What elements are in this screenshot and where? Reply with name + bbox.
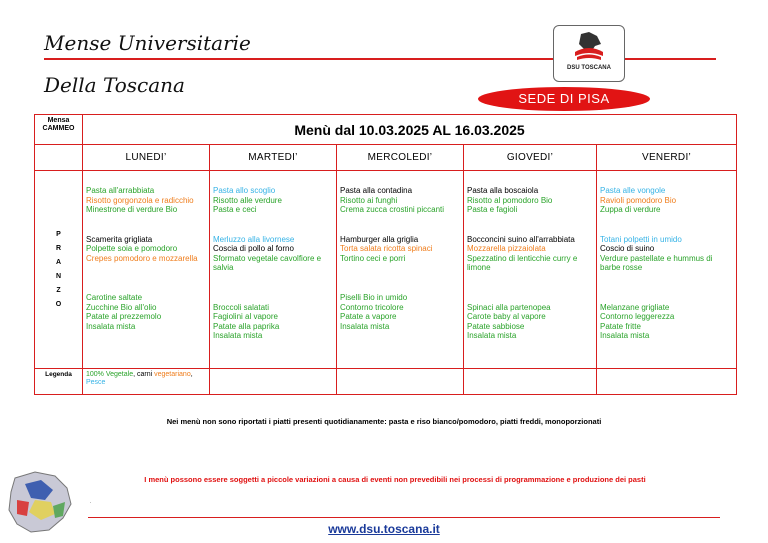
title-mense-universitarie: Mense Universitarie bbox=[44, 31, 251, 55]
mensa-label: Mensa bbox=[47, 117, 70, 124]
day-menu-lunedi bbox=[83, 171, 210, 369]
dish-item: Pasta e ceci bbox=[213, 205, 257, 214]
dish-item: Minestrone di verdure Bio bbox=[86, 205, 178, 214]
mensa-cell bbox=[35, 115, 83, 145]
dish-item: Sformato vegetale cavolfiore e salvia bbox=[213, 253, 322, 272]
menu-title: Menù dal 10.03.2025 AL 16.03.2025 bbox=[83, 115, 737, 145]
dish-item: Carotine saltate bbox=[86, 293, 143, 302]
dish-item: Insalata mista bbox=[213, 331, 263, 340]
day-menu-venerdi bbox=[597, 171, 737, 369]
day-menu-mercoledi bbox=[337, 171, 464, 369]
dish-group bbox=[86, 186, 207, 215]
dish-item: Spinaci alla partenopea bbox=[467, 302, 551, 312]
dish-group bbox=[213, 235, 334, 273]
dish-item: Insalata mista bbox=[340, 321, 390, 331]
dish-group bbox=[340, 293, 461, 331]
legend-item: , carni bbox=[133, 371, 155, 378]
day-menu-giovedi bbox=[464, 171, 597, 369]
dish-group bbox=[467, 186, 594, 215]
pranzo-letter: R bbox=[55, 244, 62, 252]
dish-item: Contorno tricolore bbox=[340, 302, 404, 312]
empty-corner-cell bbox=[35, 145, 83, 171]
legend-row bbox=[35, 369, 737, 395]
pranzo-label bbox=[35, 171, 83, 369]
dish-group bbox=[467, 303, 594, 341]
sede-badge: SEDE DI PISA bbox=[478, 87, 650, 111]
variations-note: I menù possono essere soggetti a piccole variazioni a causa di eventi non prevedibili nei processi di programmazione e produzione dei pasti bbox=[144, 475, 646, 484]
dish-item: Tortino ceci e porri bbox=[340, 253, 406, 263]
dish-item: Piselli Bio in umido bbox=[340, 293, 408, 302]
menu-table bbox=[34, 114, 737, 395]
dish-group bbox=[340, 186, 461, 215]
logo-text: DSU TOSCANA bbox=[567, 65, 611, 71]
dish-item: Patate sabbiose bbox=[467, 321, 525, 331]
dish-item: Merluzzo alla livornese bbox=[213, 234, 295, 244]
title-della-toscana: Della Toscana bbox=[44, 73, 185, 97]
daily-dishes-note: Nei menù non sono riportati i piatti presenti quotidianamente: pasta e riso bianco/pomodoro, piatti freddi, monoporzionati bbox=[166, 417, 602, 426]
pranzo-letter: A bbox=[55, 258, 62, 266]
dish-item: Scamerita grigliata bbox=[86, 234, 153, 244]
legend-item: , bbox=[190, 371, 193, 378]
day-header-martedi: MARTEDI’ bbox=[210, 145, 337, 171]
dish-item: Melanzane grigliate bbox=[600, 302, 670, 312]
dish-item: Pasta allo scoglio bbox=[213, 186, 276, 195]
dish-item: Broccoli salatati bbox=[213, 302, 270, 312]
legend-item: vegetariano bbox=[154, 371, 191, 378]
dish-item: Zucchine Bio all'olio bbox=[86, 302, 157, 312]
dish-item: Zuppa di verdure bbox=[600, 205, 661, 214]
dish-item: Pasta e fagioli bbox=[467, 205, 518, 214]
legend-empty-cell bbox=[210, 369, 337, 395]
pranzo-letter: O bbox=[55, 300, 62, 308]
day-menu-martedi bbox=[210, 171, 337, 369]
footer-divider bbox=[88, 517, 720, 518]
dish-item: Patate fritte bbox=[600, 321, 641, 331]
dish-item: Coscio di suino bbox=[600, 244, 655, 253]
dish-group bbox=[600, 235, 734, 273]
dish-item: Hamburger alla griglia bbox=[340, 234, 419, 244]
legend-empty-cell bbox=[337, 369, 464, 395]
day-header-giovedi: GIOVEDI’ bbox=[464, 145, 597, 171]
legend-item: 100% Vegetale bbox=[86, 371, 134, 378]
dish-item: Risotto gorgonzola e radicchio bbox=[86, 195, 194, 205]
dish-item: Insalata mista bbox=[86, 321, 136, 331]
day-header-mercoledi: MERCOLEDI’ bbox=[337, 145, 464, 171]
pranzo-row bbox=[35, 171, 737, 369]
legend-empty-cell bbox=[464, 369, 597, 395]
dsu-toscana-logo-icon bbox=[553, 25, 625, 82]
dish-group bbox=[213, 303, 334, 341]
dish-item: Pasta alle vongole bbox=[600, 186, 666, 195]
dish-item: Contorno leggerezza bbox=[600, 312, 675, 321]
dish-item: Patate a vapore bbox=[340, 312, 397, 321]
dish-group bbox=[600, 303, 734, 341]
dish-group bbox=[86, 235, 207, 264]
mensa-name: CAMMEO bbox=[42, 125, 75, 132]
dish-group bbox=[86, 293, 207, 331]
day-header-lunedi: LUNEDI’ bbox=[83, 145, 210, 171]
dish-item: Crema zucca crostini piccanti bbox=[340, 205, 445, 214]
dish-item: Insalata mista bbox=[600, 331, 650, 340]
dish-item: Coscia di pollo al forno bbox=[213, 244, 294, 253]
dish-item: Risotto alle verdure bbox=[213, 195, 282, 205]
website-link[interactable]: www.dsu.toscana.it bbox=[328, 522, 440, 536]
logo-graphic-icon bbox=[567, 30, 611, 64]
dish-group bbox=[600, 186, 734, 215]
pranzo-letter: P bbox=[56, 230, 61, 238]
footer-dot: . bbox=[90, 499, 92, 505]
dish-group bbox=[467, 235, 594, 273]
dish-item: Risotto al pomodoro Bio bbox=[467, 195, 553, 205]
dish-item: Bocconcini suino all'arrabbiata bbox=[467, 234, 575, 244]
dish-item: Pasta all'arrabbiata bbox=[86, 186, 155, 195]
dish-item: Pasta alla contadina bbox=[340, 186, 413, 195]
pranzo-letter: Z bbox=[56, 286, 61, 294]
legend-label: Legenda bbox=[35, 369, 83, 395]
dish-item: Patate alla paprika bbox=[213, 321, 280, 331]
dish-item: Pasta alla boscaiola bbox=[467, 186, 539, 195]
dish-item: Insalata mista bbox=[467, 331, 517, 340]
dish-item: Verdure pastellate e hummus di barbe rosse bbox=[600, 253, 713, 272]
dish-item: Ravioli pomodoro Bio bbox=[600, 195, 677, 205]
dish-item: Mozzarella pizzaiolata bbox=[467, 244, 546, 253]
dish-item: Fagiolini al vapore bbox=[213, 312, 278, 321]
legend-content bbox=[83, 369, 210, 395]
dish-item: Totani polpetti in umido bbox=[600, 234, 682, 244]
dish-item: Crepes pomodoro e mozzarella bbox=[86, 253, 198, 263]
day-header-venerdi: VENERDI’ bbox=[597, 145, 737, 171]
menu-title-row bbox=[35, 115, 737, 145]
days-row bbox=[35, 145, 737, 171]
dish-group bbox=[213, 186, 334, 215]
pranzo-letter: N bbox=[55, 272, 62, 280]
dish-item: Carote baby al vapore bbox=[467, 312, 546, 321]
dish-item: Polpette soia e pomodoro bbox=[86, 244, 178, 253]
dish-item: Risotto ai funghi bbox=[340, 195, 398, 205]
dish-item: Patate al prezzemolo bbox=[86, 312, 162, 321]
dish-item: Torta salata ricotta spinaci bbox=[340, 244, 433, 253]
legend-empty-cell bbox=[597, 369, 737, 395]
dish-group bbox=[340, 235, 461, 264]
legend-item: Pesce bbox=[86, 379, 106, 386]
dish-item: Spezzatino di lenticchie curry e limone bbox=[467, 253, 578, 272]
